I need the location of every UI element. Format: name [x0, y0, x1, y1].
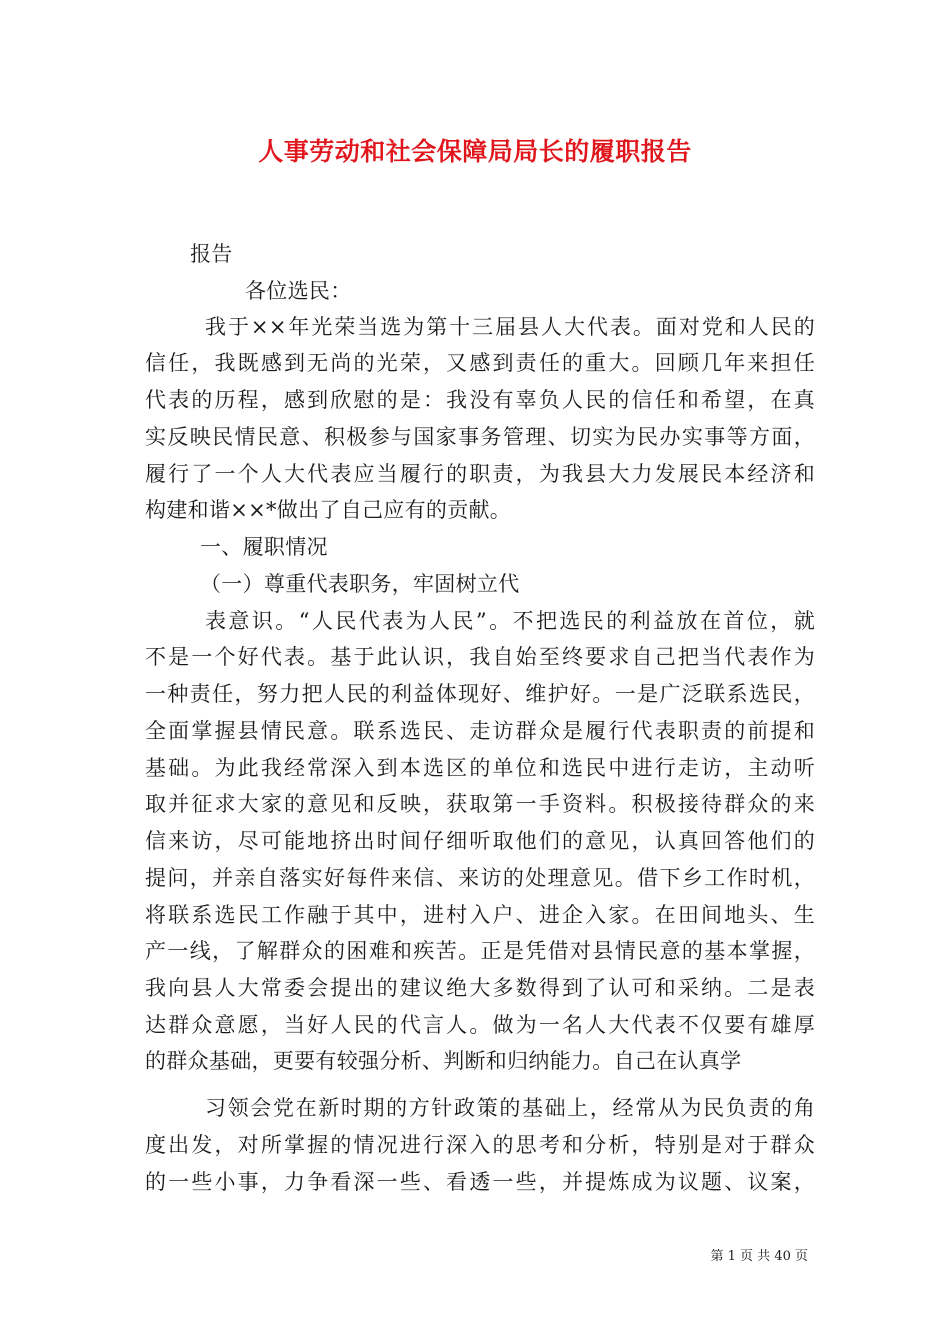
body-line: 代表的历程，感到欣慰的是：我没有辜负人民的信任和希望，在真: [145, 388, 815, 412]
page-number: 第 1 页 共 40 页: [710, 1249, 808, 1264]
body-line: 不是一个好代表。基于此认识，我自始至终要求自己把当代表作为: [145, 645, 815, 669]
body-line: 表意识。“人民代表为人民”。不把选民的利益放在首位，就: [205, 609, 815, 633]
section-heading: 一、履职情况: [200, 535, 328, 559]
body-line: 的群众基础，更要有较强分析、判断和归纳能力。自己在认真学: [145, 1049, 742, 1073]
body-line: 产一线，了解群众的困难和疾苦。正是凭借对县情民意的基本掌握，: [145, 939, 815, 963]
body-line: 信来访，尽可能地挤出时间仔细听取他们的意见，认真回答他们的: [145, 829, 815, 853]
body-line: 的一些小事，力争看深一些、看透一些，并提炼成为议题、议案，: [145, 1170, 815, 1194]
body-line: 构建和谐××*做出了自己应有的贡献。: [145, 498, 512, 522]
body-line: 达群众意愿，当好人民的代言人。做为一名人大代表不仅要有雄厚: [145, 1013, 815, 1037]
body-line: 一种责任，努力把人民的利益体现好、维护好。一是广泛联系选民，: [145, 682, 815, 706]
body-line: 习领会党在新时期的方针政策的基础上，经常从为民负责的角: [205, 1096, 815, 1120]
body-line: 将联系选民工作融于其中，进村入户、进企入家。在田间地头、生: [145, 903, 815, 927]
body-line: 提问，并亲自落实好每件来信、来访的处理意见。借下乡工作时机，: [145, 866, 815, 890]
body-line: 我向县人大常委会提出的建议绝大多数得到了认可和采纳。二是表: [145, 976, 815, 1000]
body-line: 取并征求大家的意见和反映，获取第一手资料。积极接待群众的来: [145, 792, 815, 816]
salutation-line: 各位选民：: [245, 279, 352, 303]
document-title: 人事劳动和社会保障局局长的履职报告: [258, 137, 692, 166]
body-line: 基础。为此我经常深入到本选区的单位和选民中进行走访，主动听: [145, 756, 815, 780]
body-line: 履行了一个人大代表应当履行的职责，为我县大力发展民本经济和: [145, 462, 815, 486]
body-line: 实反映民情民意、积极参与国家事务管理、切实为民办实事等方面，: [145, 425, 815, 449]
body-line: 信任，我既感到无尚的光荣，又感到责任的重大。回顾几年来担任: [145, 351, 815, 375]
body-line: 全面掌握县情民意。联系选民、走访群众是履行代表职责的前提和: [145, 719, 815, 743]
body-line: 度出发，对所掌握的情况进行深入的思考和分析，特别是对于群众: [145, 1133, 815, 1157]
body-line: 报告: [190, 242, 233, 266]
subsection-heading: （一）尊重代表职务，牢固树立代: [200, 572, 520, 596]
body-line: 我于××年光荣当选为第十三届县人大代表。面对党和人民的: [205, 315, 815, 339]
